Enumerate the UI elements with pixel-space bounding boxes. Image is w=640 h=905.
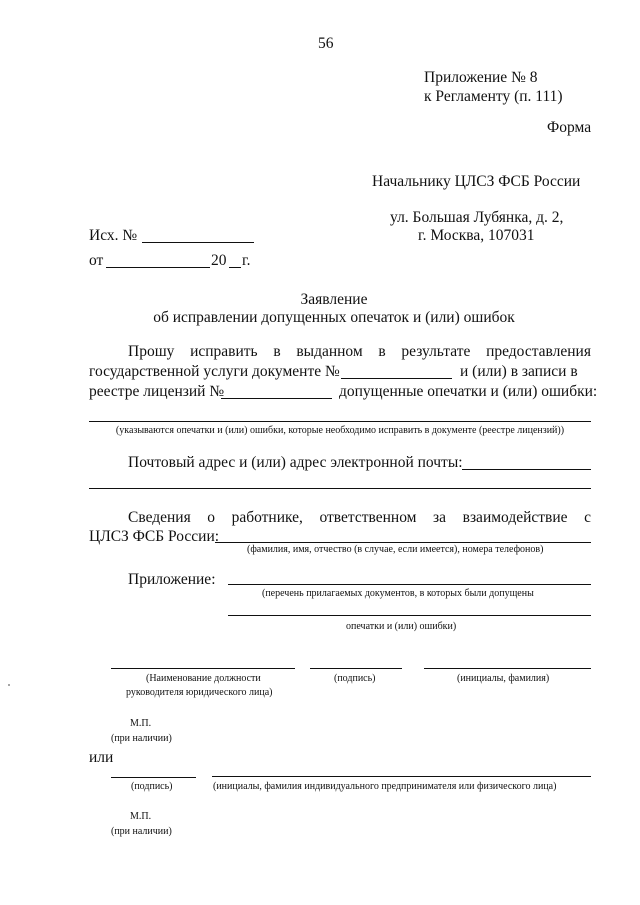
initials-line[interactable] [424,668,591,669]
request-line-3b: допущенные опечатки и (или) ошибки: [339,383,598,400]
request-line-2a: государственной услуги документе № [89,363,340,380]
scan-dot [8,684,10,686]
addressee-to: Начальнику ЦЛСЗ ФСБ России [372,173,581,190]
stamp-availability-2: (при наличии) [111,826,172,837]
signature-caption: (подпись) [334,673,376,684]
or-separator: или [89,749,114,766]
date-prefix: от [89,252,104,269]
postal-line-1[interactable] [462,469,591,470]
request-line-1: Прошу исправить в выданном в результате предоставления [128,343,591,360]
date-year: 20 [211,252,227,269]
stamp-availability: (при наличии) [111,733,172,744]
initials-caption: (инициалы, фамилия) [457,673,550,684]
position-caption-1: (Наименование должности [146,673,261,684]
position-caption-2: руководителя юридического лица) [126,687,273,698]
employee-line[interactable] [215,542,591,543]
date-suffix: г. [242,252,251,269]
hint-attach-2: опечатки и (или) ошибки) [346,621,457,632]
hint-errors: (указываются опечатки и (или) ошибки, которые необходимо исправить в документе (реестре лицензий)) [115,425,565,436]
request-line-3a: реестре лицензий № [89,383,225,400]
outgoing-number-label: Исх. № [89,227,138,244]
document-subtitle: об исправлении допущенных опечаток и (или) ошибок [153,309,515,326]
outgoing-number-line[interactable] [142,242,254,243]
signature-line-2[interactable] [111,777,196,778]
appendix-line: Приложение № 8 [424,69,538,86]
form-label: Форма [547,119,592,136]
attachment-line-2[interactable] [228,615,591,616]
employee-line-1: Сведения о работнике, ответственном за взаимодействие с [128,509,591,526]
registry-number-line[interactable] [221,398,332,399]
request-line-2b: и (или) в записи в [460,363,578,380]
date-year-line[interactable] [229,267,241,268]
attachment-label: Приложение: [128,571,216,588]
regulation-line: к Регламенту (п. 111) [424,88,563,105]
initials-ip-caption: (инициалы, фамилия индивидуального предпринимателя или физического лица) [213,781,557,792]
employee-line-2: ЦЛСЗ ФСБ России: [89,528,220,545]
errors-line[interactable] [89,421,591,422]
stamp-label-2: М.П. [130,811,152,822]
position-line[interactable] [111,668,295,669]
addressee-street: ул. Большая Лубянка, д. 2, [390,209,564,226]
document-title: Заявление [300,291,368,308]
stamp-label: М.П. [130,718,152,729]
date-day-month-line[interactable] [106,267,210,268]
page-number: 56 [318,35,334,52]
hint-employee: (фамилия, имя, отчество (в случае, если имеется), номера телефонов) [247,544,544,555]
signature-caption-2: (подпись) [131,781,173,792]
initials-ip-line[interactable] [212,776,591,777]
addressee-city: г. Москва, 107031 [418,227,535,244]
postal-label: Почтовый адрес и (или) адрес электронной почты: [128,454,463,471]
postal-line-2[interactable] [89,488,591,489]
document-number-line[interactable] [341,378,452,379]
hint-attach-1: (перечень прилагаемых документов, в которых были допущены [262,588,534,599]
attachment-line-1[interactable] [228,584,591,585]
signature-line[interactable] [310,668,402,669]
